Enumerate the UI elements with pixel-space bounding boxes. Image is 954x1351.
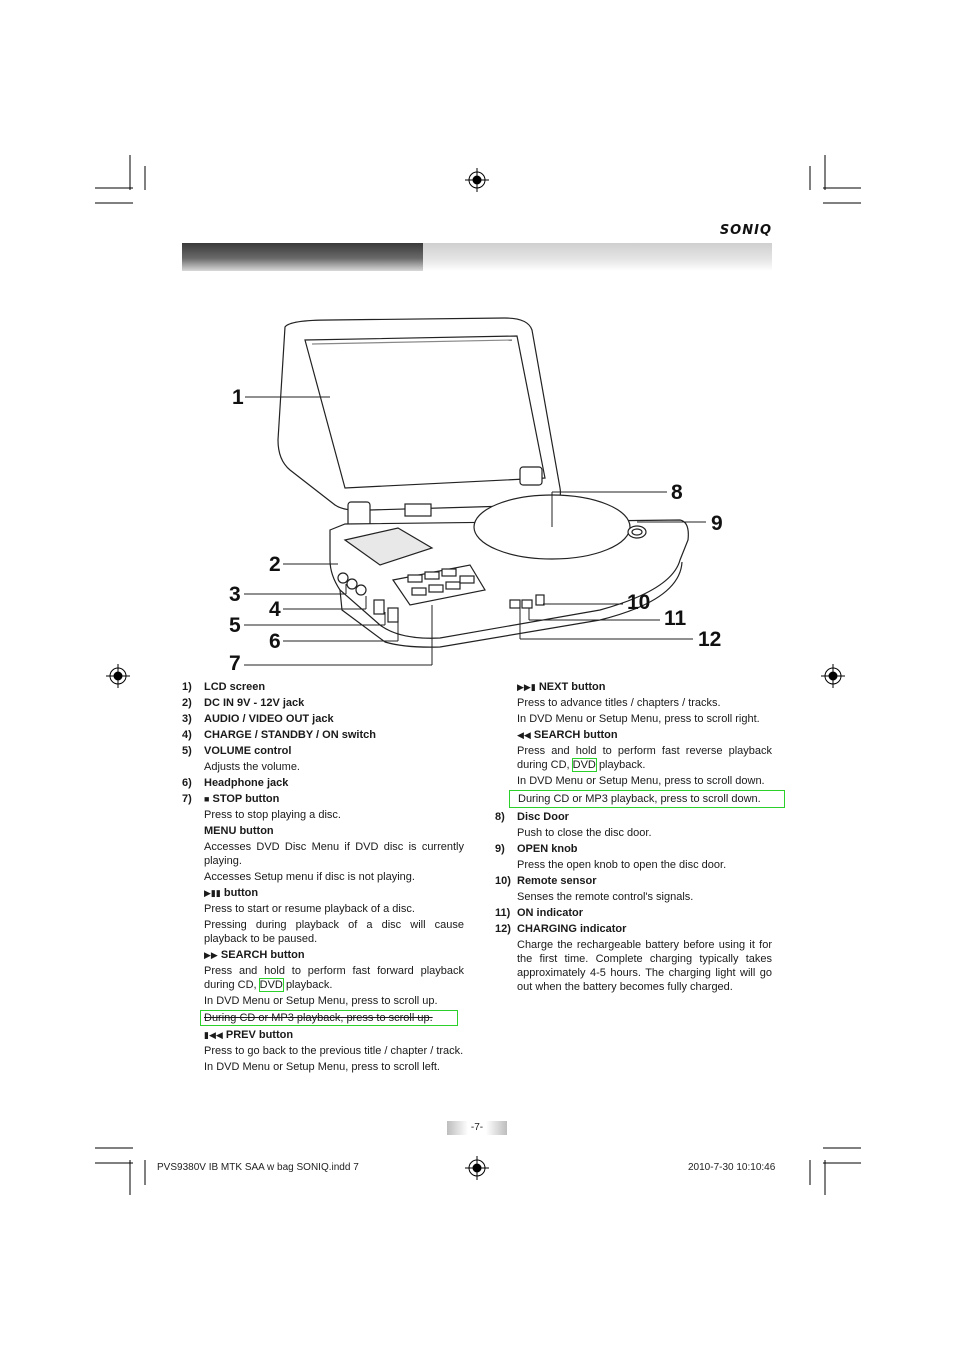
- callout-1: 1: [232, 386, 244, 409]
- registration-mark-icon: [821, 664, 845, 688]
- menu-button-label: MENU button: [204, 825, 274, 837]
- callout-4: 4: [269, 598, 281, 621]
- registration-mark-icon: [106, 664, 130, 688]
- list-item: 4) CHARGE / STANDBY / ON switch: [182, 729, 376, 741]
- item-description: Accesses DVD Disc Menu if DVD disc is currently playing.: [204, 841, 464, 867]
- item-description: Adjusts the volume.: [204, 761, 300, 773]
- brand-logo: SONIQ: [719, 223, 772, 238]
- list-item: 9) OPEN knob: [495, 843, 578, 855]
- list-item: 8) Disc Door: [495, 811, 569, 823]
- fast-forward-icon: ▶▶: [204, 950, 218, 960]
- next-icon: ▶▶▮: [517, 682, 536, 692]
- registration-mark-icon: [465, 1156, 489, 1180]
- item-description: Charge the rechargeable battery before using it for the first time. Complete charging typically takes approximately 4-5 hours. The charging light will go out when the battery becomes fully charged.: [517, 939, 772, 993]
- rewind-icon: ◀◀: [517, 730, 531, 740]
- item-description: Push to close the disc door.: [517, 827, 652, 839]
- reverse-search-label: SEARCH button: [533, 729, 618, 741]
- item-description: Press to stop playing a disc.: [204, 809, 341, 821]
- list-item: 11) ON indicator: [495, 907, 584, 919]
- callout-11: 11: [664, 607, 687, 630]
- right-column: [495, 680, 772, 996]
- item-description: Press and hold to perform fast forward playback during CD, DVD playback.: [204, 965, 464, 991]
- item-description: Press to start or resume playback of a disc.: [204, 903, 415, 915]
- callout-12: 12: [698, 628, 722, 651]
- play-button-label: button: [223, 887, 259, 899]
- item-description: In DVD Menu or Setup Menu, press to scroll right.: [517, 713, 760, 725]
- highlight-dvd: DVD: [572, 759, 596, 771]
- callout-9: 9: [711, 512, 723, 535]
- item-description: In DVD Menu or Setup Menu, press to scroll down.: [517, 775, 765, 787]
- left-column: [182, 680, 464, 1076]
- callout-6: 6: [269, 630, 281, 653]
- item-description: In DVD Menu or Setup Menu, press to scroll left.: [204, 1061, 440, 1073]
- item-description: Press to go back to the previous title / chapter / track.: [204, 1045, 464, 1057]
- item-description: Press the open knob to open the disc door.: [517, 859, 727, 871]
- list-item: 7) ■ STOP button: [182, 793, 280, 805]
- item-description: Accesses Setup menu if disc is not playing.: [204, 871, 415, 883]
- list-item: 2) DC IN 9V - 12V jack: [182, 697, 305, 709]
- list-item: 3) AUDIO / VIDEO OUT jack: [182, 713, 334, 725]
- callout-7: 7: [229, 652, 241, 675]
- previous-icon: ▮◀◀: [204, 1030, 223, 1040]
- item-description: Pressing during playback of a disc will cause playback to be paused.: [204, 919, 464, 945]
- callout-8: 8: [671, 481, 683, 504]
- section-header-bar-fade: [423, 243, 772, 271]
- callout-2: 2: [269, 553, 281, 576]
- list-item: 5) VOLUME control: [182, 745, 292, 757]
- prev-button-label: PREV button: [225, 1029, 294, 1041]
- footer-filename: PVS9380V IB MTK SAA w bag SONIQ.indd 7: [157, 1162, 359, 1173]
- registration-mark-icon: [465, 168, 489, 192]
- item-description: Press to advance titles / chapters / tracks.: [517, 697, 721, 709]
- list-item: 12) CHARGING indicator: [495, 923, 627, 935]
- footer-timestamp: 2010-7-30 10:10:46: [688, 1162, 776, 1173]
- next-button-label: NEXT button: [538, 681, 606, 693]
- page-number: -7-: [470, 1122, 484, 1133]
- play-pause-icon: ▶▮▮: [204, 888, 221, 898]
- callout-3: 3: [229, 583, 241, 606]
- highlight-box: During CD or MP3 playback, press to scroll down.: [509, 790, 785, 808]
- list-item: 6) Headphone jack: [182, 777, 289, 789]
- callout-10: 10: [627, 591, 651, 614]
- callout-5: 5: [229, 614, 241, 637]
- forward-search-label: SEARCH button: [220, 949, 305, 961]
- stop-icon: ■: [204, 794, 210, 804]
- highlight-box: During CD or MP3 playback, press to scroll up.: [200, 1010, 458, 1026]
- item-description: In DVD Menu or Setup Menu, press to scroll up.: [204, 995, 438, 1007]
- item-description: Press and hold to perform fast reverse playback during CD, DVD playback.: [517, 745, 772, 771]
- list-item: 1) LCD screen: [182, 681, 266, 693]
- highlight-dvd: DVD: [259, 979, 283, 991]
- item-description: Senses the remote control's signals.: [517, 891, 694, 903]
- list-item: 10) Remote sensor: [495, 875, 597, 887]
- section-header-bar: [182, 243, 423, 271]
